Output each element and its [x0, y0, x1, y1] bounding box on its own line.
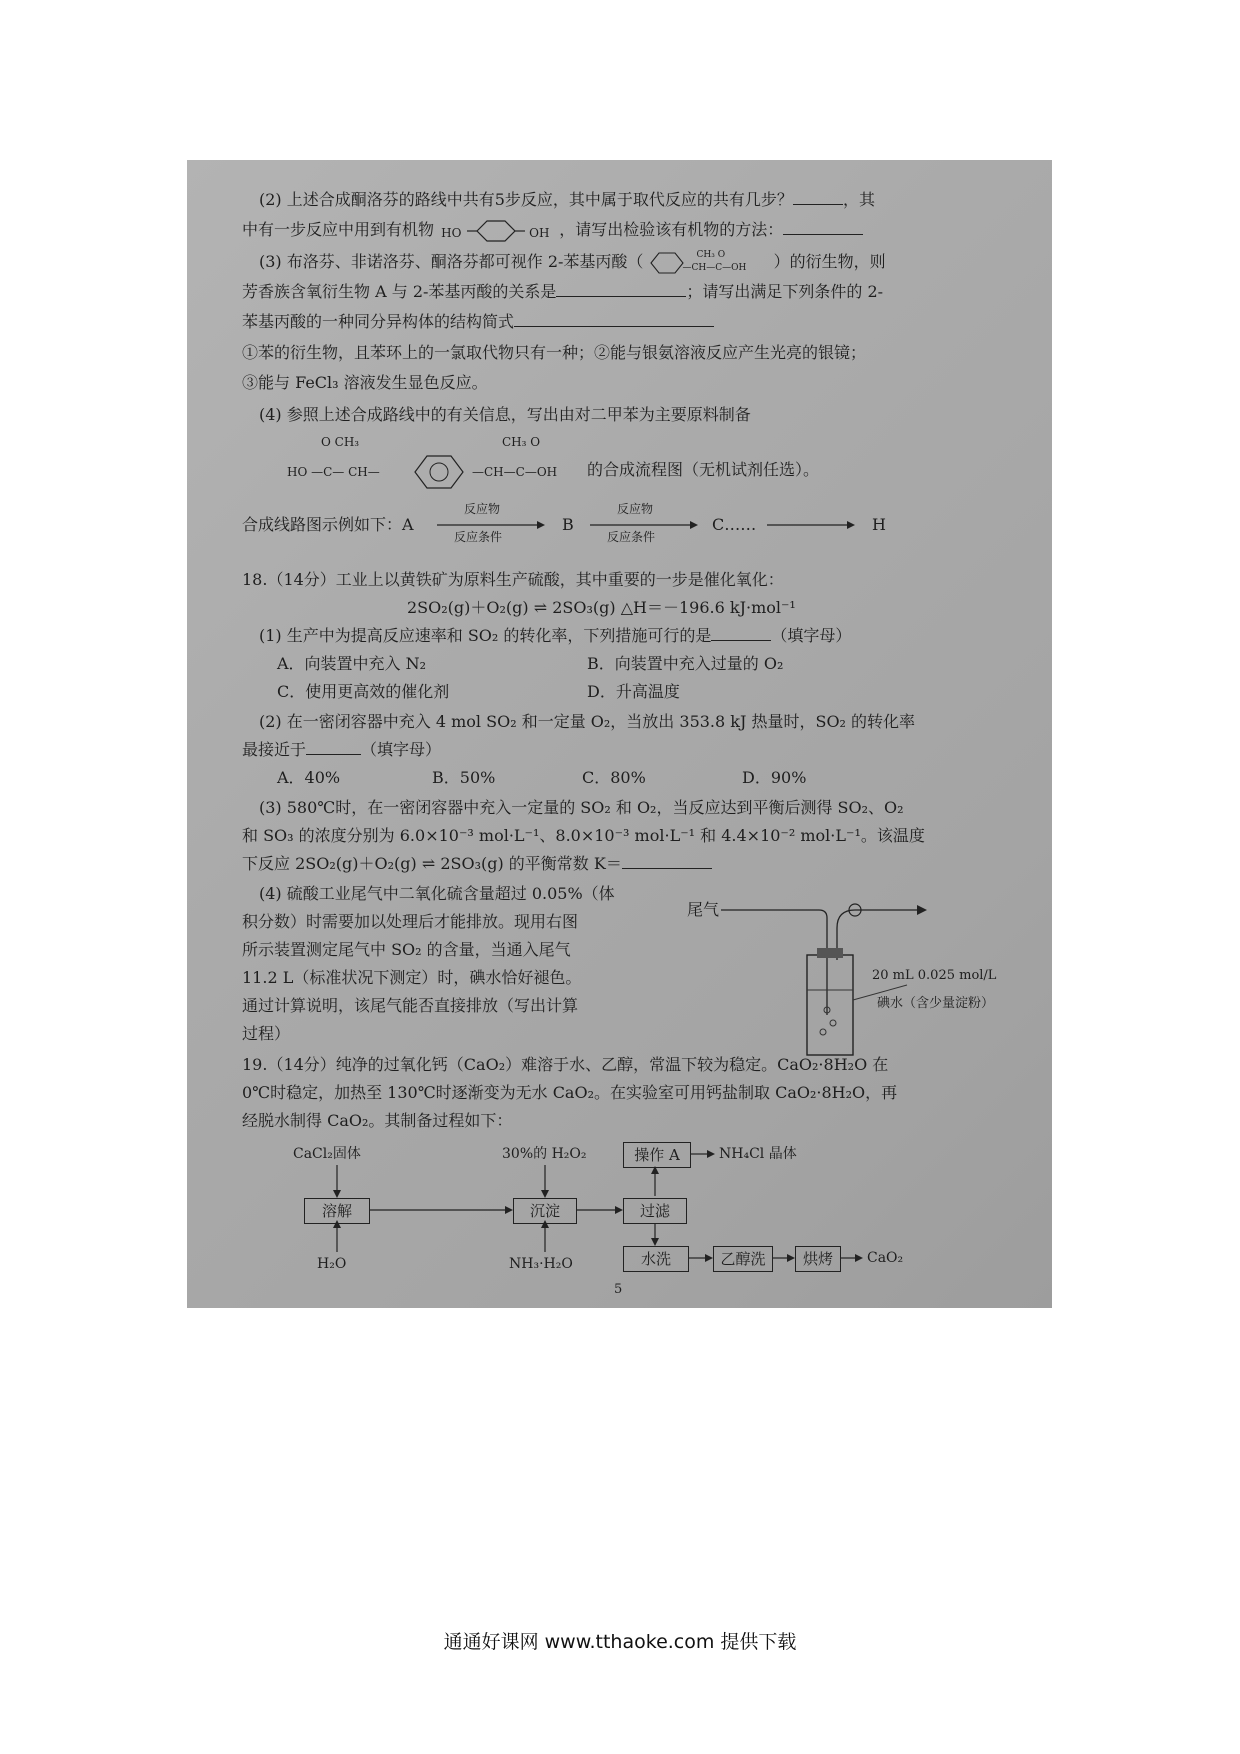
- q19-line2: 0℃时稳定，加热至 130℃时逐渐变为无水 CaO₂。在实验室可用钙盐制取 CaO₂·8H₂O，再: [242, 1083, 898, 1102]
- q19-line1: 19.（14分）纯净的过氧化钙（CaO₂）难溶于水、乙醇，常温下较为稳定。CaO₂·8H₂O 在: [242, 1055, 889, 1074]
- q18-2-line1: (2) 在一密闭容器中充入 4 mol SO₂ 和一定量 O₂，当放出 353.8 kJ 热量时，SO₂ 的转化率: [259, 712, 916, 731]
- q17-condition-2: ③能与 FeCl₃ 溶液发生显色反应。: [242, 373, 488, 392]
- q17-4-line1: (4) 参照上述合成路线中的有关信息，写出由对二甲苯为主要原料制备: [259, 405, 751, 424]
- q17-2-line1: (2) 上述合成酮洛芬的路线中共有5步反应，其中属于取代反应的共有几步？ ，其: [259, 190, 875, 209]
- q18-2-option-c: C．80%: [582, 768, 646, 787]
- q18-1-option-d: D．升高温度: [587, 682, 680, 701]
- q18-2-line2: 最接近于 （填字母）: [242, 740, 442, 759]
- q17-condition-1: ①苯的衍生物，且苯环上的一氯取代物只有一种；②能与银氨溶液反应产生光亮的银镜；: [242, 343, 867, 362]
- q18-equation: 2SO₂(g)＋O₂(g) ⇌ 2SO₃(g) △H＝－196.6 kJ·mol⁻¹: [407, 598, 796, 617]
- q18-1-option-c: C．使用更高效的催化剂: [277, 682, 450, 701]
- q19-line3: 经脱水制得 CaO₂。其制备过程如下：: [242, 1111, 513, 1130]
- q18-2-option-a: A．40%: [277, 768, 341, 787]
- q18-4-line6: 过程）: [242, 1024, 291, 1043]
- target-structure: O CH₃ CH₃ O HO —C— CH— —CH—C—OH 的合成流程图（无机试剂任选）。: [287, 432, 847, 492]
- q17-3-line2: 芳香族含氧衍生物 A 与 2-苯基丙酸的关系是 ；请写出满足下列条件的 2-: [242, 282, 884, 301]
- step-precipitate: 沉淀: [513, 1198, 577, 1224]
- q18-2-option-b: B．50%: [432, 768, 496, 787]
- step-water-wash: 水洗: [623, 1246, 689, 1272]
- phenylpropanoic-acid-structure: CH₃ O —CH—C—OH: [649, 253, 769, 273]
- q18-3-line3: 下反应 2SO₂(g)＋O₂(g) ⇌ 2SO₃(g) 的平衡常数 K＝: [242, 854, 712, 874]
- q18-3-line1: (3) 580℃时，在一密闭容器中充入一定量的 SO₂ 和 O₂，当反应达到平衡后测得 SO₂、O₂: [259, 798, 904, 817]
- q18-4-line3: 所示装置测定尾气中 SO₂ 的含量，当通入尾气: [242, 940, 571, 959]
- q18-4-line1: (4) 硫酸工业尾气中二氧化硫含量超过 0.05%（体: [259, 884, 615, 903]
- step-operation-a: 操作 A: [623, 1142, 691, 1168]
- q18-4-line5: 通过计算说明，该尾气能否直接排放（写出计算: [242, 996, 579, 1015]
- q18-4-line4: 11.2 L（标准状况下测定）时，碘水恰好褪色。: [242, 968, 582, 987]
- hydroquinone-structure: HO OH: [439, 222, 554, 240]
- preparation-flowchart: CaCl₂固体 30%的 H₂O₂ 操作 A NH₄Cl 晶体 溶解 沉淀 过滤 H₂O NH₃·H₂O 水洗 乙醇洗 烘烤 CaO₂: [287, 1140, 987, 1280]
- page-number: 5: [614, 1282, 623, 1297]
- q17-3-line1: (3) 布洛芬、非诺洛芬、酮洛芬都可视作 2-苯基丙酸（ CH₃ O —CH—C—OH ）的衍生物，则: [259, 249, 886, 273]
- exam-page-photo: [187, 160, 1052, 1308]
- download-footer: 通通好课网 www.tthaoke.com 提供下载: [443, 1631, 797, 1653]
- gas-absorption-apparatus: 尾气 20 mL 0.025 mol/L 碘水（含少量淀粉）: [687, 900, 1027, 1060]
- q17-3-line3: 苯基丙酸的一种同分异构体的结构简式: [242, 312, 714, 332]
- step-filter: 过滤: [623, 1198, 687, 1224]
- q17-2-line2: 中有一步反应中用到有机物 HO OH ，请写出检验该有机物的方法：: [242, 220, 863, 240]
- step-dissolve: 溶解: [304, 1198, 370, 1224]
- q18-intro: 18.（14分）工业上以黄铁矿为原料生产硫酸，其中重要的一步是催化氧化：: [242, 570, 784, 589]
- q18-1-option-a: A．向装置中充入 N₂: [277, 654, 427, 673]
- q18-1-option-b: B．向装置中充入过量的 O₂: [587, 654, 784, 673]
- step-bake: 烘烤: [795, 1246, 841, 1272]
- route-example: 合成线路图示例如下：A 反应物 反应条件 B 反应物 反应条件 C…… H: [242, 502, 886, 544]
- q18-4-line2: 积分数）时需要加以处理后才能排放。现用右图: [242, 912, 579, 931]
- q18-2-option-d: D．90%: [742, 768, 807, 787]
- q18-1: (1) 生产中为提高反应速率和 SO₂ 的转化率，下列措施可行的是 （填字母）: [259, 626, 852, 645]
- q18-3-line2: 和 SO₃ 的浓度分别为 6.0×10⁻³ mol·L⁻¹、8.0×10⁻³ mol·L⁻¹ 和 4.4×10⁻² mol·L⁻¹。该温度: [242, 826, 925, 845]
- step-ethanol-wash: 乙醇洗: [713, 1246, 773, 1272]
